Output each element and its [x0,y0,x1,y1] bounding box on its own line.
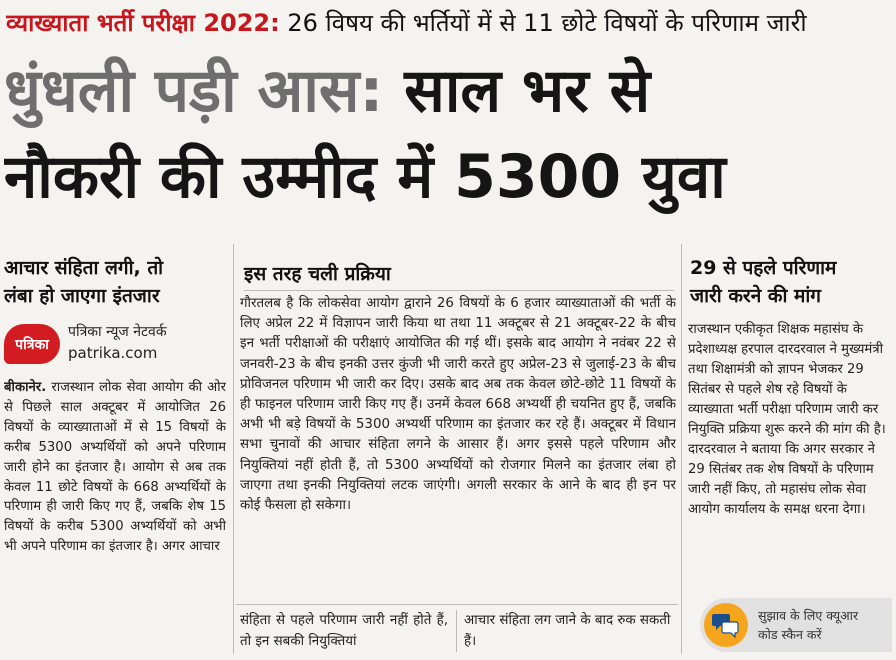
qr-text-line-2: कोड स्कैन करें [758,627,822,642]
left-column-title [4,254,230,310]
dateline: बीकानेर. [4,380,47,395]
middle-title-underline [244,290,674,291]
column-divider-right [681,244,682,654]
right-title-line-2: जारी करने की मांग [690,285,821,307]
brand-name: पत्रिका न्यूज नेटवर्क [68,324,167,340]
qr-suggestion-box [700,598,892,652]
headline-line-1 [4,48,894,134]
brand-site: patrika.com [68,344,158,362]
middle-bottom-left-text: संहिता से पहले परिणाम जारी नहीं होते हैं, तो इन सबकी नियुक्तियां [240,613,448,649]
middle-column-body: गौरतलब है कि लोकसेवा आयोग द्वाराने 26 विषयों के 6 हजार व्याख्याताओं की भर्ती के लिए अप्रेल 22 में विज्ञापन जारी किया था तथा 11 अक्टूबर से 21 अक्टूबर-22 के बीच इन भर्ती परीक्षाओं की परीक्षाएं आयोजित की गई थीं। इसके बाद आयोग ने नवंबर 22 से जनवरी-23 के बीच इनकी उत्तर कुंजी भी जारी करते हुए अप्रेल-23 से जुलाई-23 के बीच प्रोविजनल परिणाम भी जारी कर दिए। उसके बाद अब तक केवल छोटे-छोटे 11 विषयों के ही फाइनल परिणाम जारी किए गए हैं। उनमें केवल 668 अभ्यर्थी ही चयनित हुए हैं, जबकि अभी भी बड़े विषयों के 5300 अभ्यर्थी परिणाम का इंतजार कर रहे हैं। अक्टूबर में विधान सभा चुनावों की आचार संहिता लगने के आसार हैं। अगर इससे पहले परिणाम और नियुक्तियां नहीं होती हैं, तो 5300 अभ्यर्थियों को रोजगार मिलने का इंतजार लंबा हो जाएगा तथा इनकी नियुक्तियां लटक जाएंगी। अगली सरकार के आने के बाद ही इन पर कोई फैसला हो सकेगा। [240,296,676,514]
column-divider-left [233,244,234,654]
middle-bottom-divider [236,604,678,605]
middle-bottom-split [456,610,457,652]
right-column-body: राजस्थान एकीकृत शिक्षक महासंघ के प्रदेशाध्यक्ष हरपाल दारदरवाल ने मुख्यमंत्री तथा शिक्षामंत्री को ज्ञापन भेजकर 29 सितंबर से पहले शेष रहे विषयों के व्याख्याता भर्ती परीक्षा परिणाम जारी कर नियुक्ति प्रक्रिया शुरू करने की मांग की है। दारदरवाल ने बताया कि अगर सरकार ने 29 सितंबर तक शेष विषयों के परिणाम जारी नहीं किए, तो महासंघ लोक सेवा आयोग कार्यालय के समक्ष धरना देगा। [688,322,886,517]
left-title-line-1: आचार संहिता लगी, तो [4,257,164,279]
right-title-line-1: 29 से पहले परिणाम [690,257,837,279]
left-title-line-2: लंबा हो जाएगा इंतजार [4,285,160,307]
left-column-body [4,378,226,654]
middle-bottom-right-text: आचार संहिता लग जाने के बाद रुक सकती हैं। [464,613,671,649]
headline [4,48,894,220]
qr-text [758,606,858,644]
kicker-line [6,4,890,42]
right-column-title [690,254,890,310]
left-body-text: राजस्थान लोक सेवा आयोग की ओर से पिछले साल अक्टूबर में आयोजित 26 विषयों के व्याख्याताओं में से 15 विषयों के करीब 5300 अभ्यर्थियों को अपने परिणाम जारी होने का इंतजार है। आयोग से अब तक केवल 11 छोटे विषयों के 668 अभ्यर्थियों के परिणाम ही जारी किए गए हैं, जबकि शेष 15 विषयों के करीब 5300 अभ्यर्थियों को अभी भी अपने परिणाम का इंतजार है। अगर आचार [4,380,226,555]
headline-dark-1: साल भर से [383,56,651,126]
headline-colon: : [359,56,384,126]
chat-bubbles-icon [704,603,748,647]
headline-line-2: नौकरी की उम्मीद में 5300 युवा [4,142,726,212]
kicker-label: व्याख्याता भर्ती परीक्षा 2022 [6,9,271,37]
patrika-logo: पत्रिका [4,324,60,364]
headline-grey: धुंधली पड़ी आस [4,56,360,126]
middle-column-title: इस तरह चली प्रक्रिया [244,263,391,285]
brand-block [4,320,224,366]
kicker-text: 26 विषय की भर्तियों में से 11 छोटे विषयों के परिणाम जारी [279,9,807,37]
kicker-separator: : [270,9,280,37]
qr-text-line-1: सुझाव के लिए क्यूआर [758,608,859,623]
